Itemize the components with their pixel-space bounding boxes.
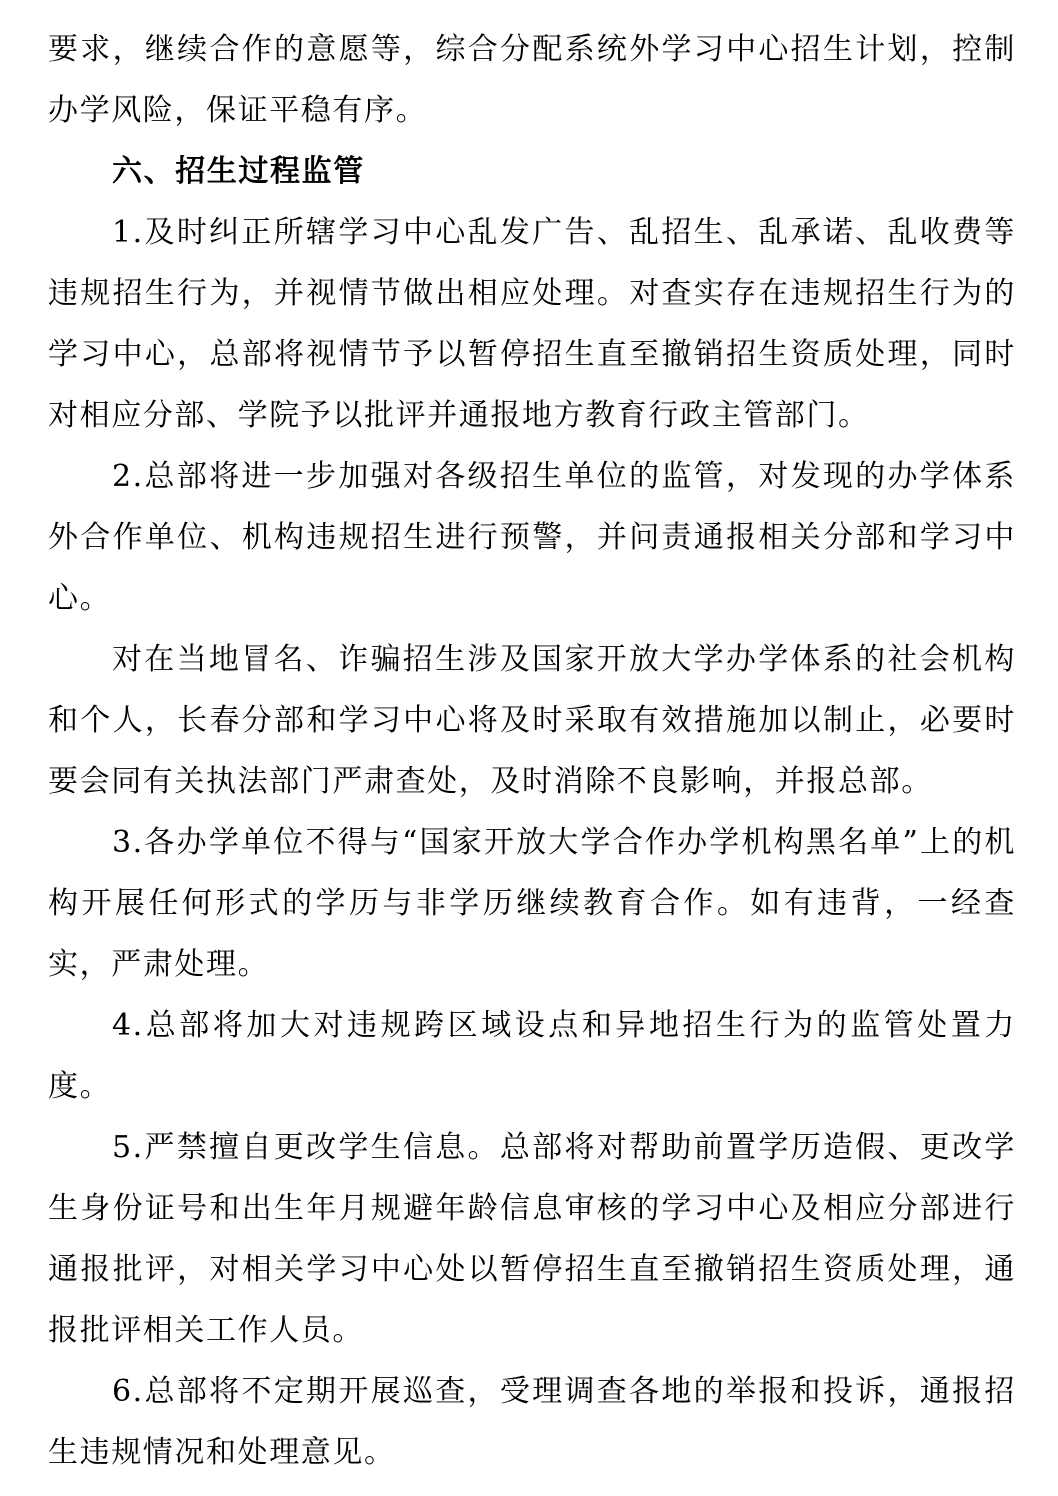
paragraph-item-5: 5.严禁擅自更改学生信息。总部将对帮助前置学历造假、更改学生身份证号和出生年月规避年龄信息审核的学习中心及相应分部进行通报批评，对相关学习中心处以暂停招生直至撤销招生资质处理，通报批评相关工作人员。 <box>48 1130 1016 1348</box>
paragraph-continued: 要求，继续合作的意愿等，综合分配系统外学习中心招生计划，控制办学风险，保证平稳有序。 <box>48 32 1016 128</box>
paragraph-item-3: 3.各办学单位不得与“国家开放大学合作办学机构黑名单”上的机构开展任何形式的学历与非学历继续教育合作。如有违背，一经查实，严肃处理。 <box>48 825 1016 982</box>
paragraph-item-2: 2.总部将进一步加强对各级招生单位的监管，对发现的办学体系外合作单位、机构违规招生进行预警，并问责通报相关分部和学习中心。 <box>48 459 1016 616</box>
section-heading-6: 六、招生过程监管 <box>112 154 365 189</box>
document-page <box>48 19 1016 1483</box>
paragraph-item-2-supplement: 对在当地冒名、诈骗招生涉及国家开放大学办学体系的社会机构和个人，长春分部和学习中心将及时采取有效措施加以制止，必要时要会同有关执法部门严肃查处，及时消除不良影响，并报总部。 <box>48 642 1016 799</box>
paragraph-item-6: 6.总部将不定期开展巡查，受理调查各地的举报和投诉，通报招生违规情况和处理意见。 <box>48 1374 1016 1470</box>
paragraph-item-4: 4.总部将加大对违规跨区域设点和异地招生行为的监管处置力度。 <box>48 1008 1016 1104</box>
paragraph-item-1: 1.及时纠正所辖学习中心乱发广告、乱招生、乱承诺、乱收费等违规招生行为，并视情节做出相应处理。对查实存在违规招生行为的学习中心，总部将视情节予以暂停招生直至撤销招生资质处理，同时对相应分部、学院予以批评并通报地方教育行政主管部门。 <box>48 215 1016 433</box>
